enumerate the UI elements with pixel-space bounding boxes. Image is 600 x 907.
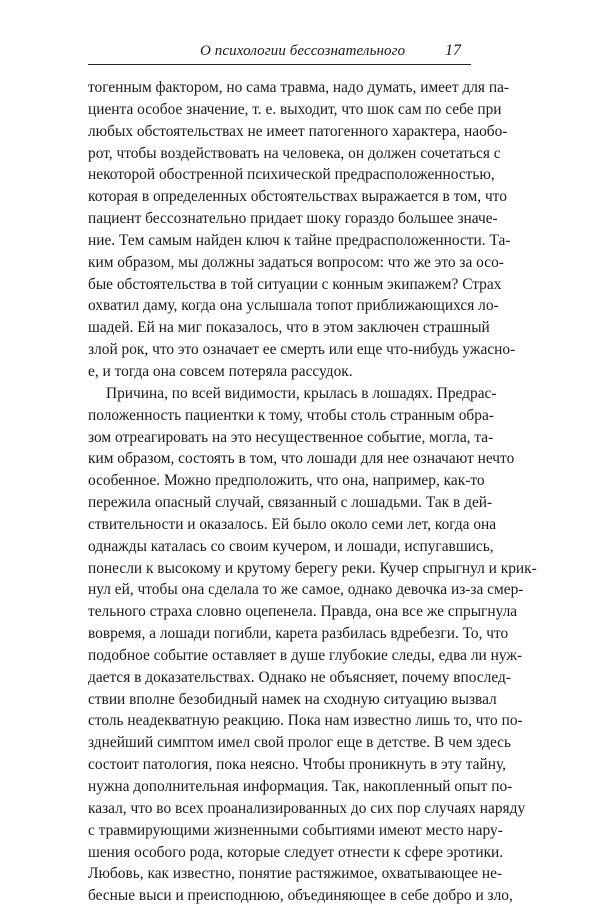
body-text <box>88 77 537 907</box>
text-line: понесли к высокому и крутому берегу реки. Кучер спрыгнул и крик- <box>88 559 537 577</box>
text-line: е, и тогда она совсем потеряла рассудок. <box>88 362 353 380</box>
text-line: подобное событие оставляет в душе глубокие следы, едва ли нуж- <box>88 646 523 664</box>
running-header <box>88 40 471 65</box>
text-line: ствии вполне безобидный намек на сходную ситуацию вызвал <box>88 690 497 708</box>
text-line: бесные выси и преисподнюю, объединяющее в себе добро и зло, <box>88 887 513 905</box>
text-line: пациент бессознательно придает шоку гораздо большее значе- <box>88 210 498 228</box>
text-line: шения особого рода, которые следует отнести к сфере эротики. <box>88 843 504 861</box>
text-line: положенность пациентки к тому, чтобы столь странным обра- <box>88 406 494 424</box>
text-line: нул ей, чтобы она сделала то же самое, однако девочка из-за смер- <box>88 581 524 599</box>
text-line: Любовь, как известно, понятие растяжимое, охватывающее не- <box>88 865 503 883</box>
text-line: казал, что во всех проанализированных до сих пор случаях наряду <box>88 799 526 817</box>
text-line: столь неадекватную реакцию. Пока нам известно лишь то, что по- <box>88 712 523 730</box>
text-line: состоит патология, пока неясно. Чтобы проникнуть в эту тайну, <box>88 756 506 774</box>
text-line: шадей. Ей на миг показалось, что в этом заключен страшный <box>88 319 490 337</box>
text-line: ствительности и оказалось. Ей было около семи лет, когда она <box>88 515 497 533</box>
text-line: рот, чтобы воздействовать на человека, он должен сочетаться с <box>88 144 501 162</box>
text-line: зднейший симптом имел свой пролог еще в детстве. В чем здесь <box>88 734 512 752</box>
text-line: с травмирующими жизненными событиями имеют место нару- <box>88 821 503 839</box>
paragraph <box>88 77 516 383</box>
text-line: Причина, по всей видимости, крылась в лошадях. Предрас- <box>106 384 497 402</box>
text-line: циента особое значение, т. е. выходит, что шок сам по себе при <box>88 100 502 118</box>
text-line: пережила опасный случай, связанный с лошадьми. Так в дей- <box>88 494 493 512</box>
text-line: дается в доказательствах. Однако не объясняет, почему впослед- <box>88 668 511 686</box>
text-line: ние. Тем самым найден ключ к тайне предрасположенности. Та- <box>88 231 511 249</box>
text-line: тогенным фактором, но сама травма, надо думать, имеет для па- <box>88 79 510 96</box>
text-line: бые обстоятельства в той ситуации с конным экипажем? Страх <box>88 275 502 293</box>
text-line: вовремя, а лошади погибли, карета разбилась вдребезги. То, что <box>88 625 509 643</box>
text-line: некоторой обостренной психической предрасположенностью, <box>88 166 495 184</box>
text-line: однажды каталась со своим кучером, и лошади, испугавшись, <box>88 537 494 555</box>
text-line: охватил даму, когда она услышала топот приближающихся ло- <box>88 297 499 315</box>
paragraph <box>88 383 537 907</box>
text-line: которая в определенных обстоятельствах выражается в том, что <box>88 188 507 206</box>
text-line: особенное. Можно предположить, что она, например, как-то <box>88 472 485 490</box>
text-line: нужна дополнительная информация. Так, накопленный опыт по- <box>88 778 513 795</box>
text-line: тельного страха словно оцепенела. Правда, она все же спрыгнула <box>88 603 518 621</box>
page-number: 17 <box>445 42 461 59</box>
text-line: любых обстоятельствах не имеет патогенного характера, наобо- <box>88 122 508 140</box>
text-line: ким образом, мы должны задаться вопросом: что же это за осо- <box>88 253 504 271</box>
running-title: О психологии бессознательного <box>200 43 406 59</box>
text-line: зом отреагировать на это несущественное событие, могла, та- <box>88 428 494 446</box>
text-line: злой рок, что это означает ее смерть или еще что-нибудь ужасно- <box>88 341 516 359</box>
text-line: ким образом, состоять в том, что лошади для нее означают нечто <box>88 450 515 468</box>
